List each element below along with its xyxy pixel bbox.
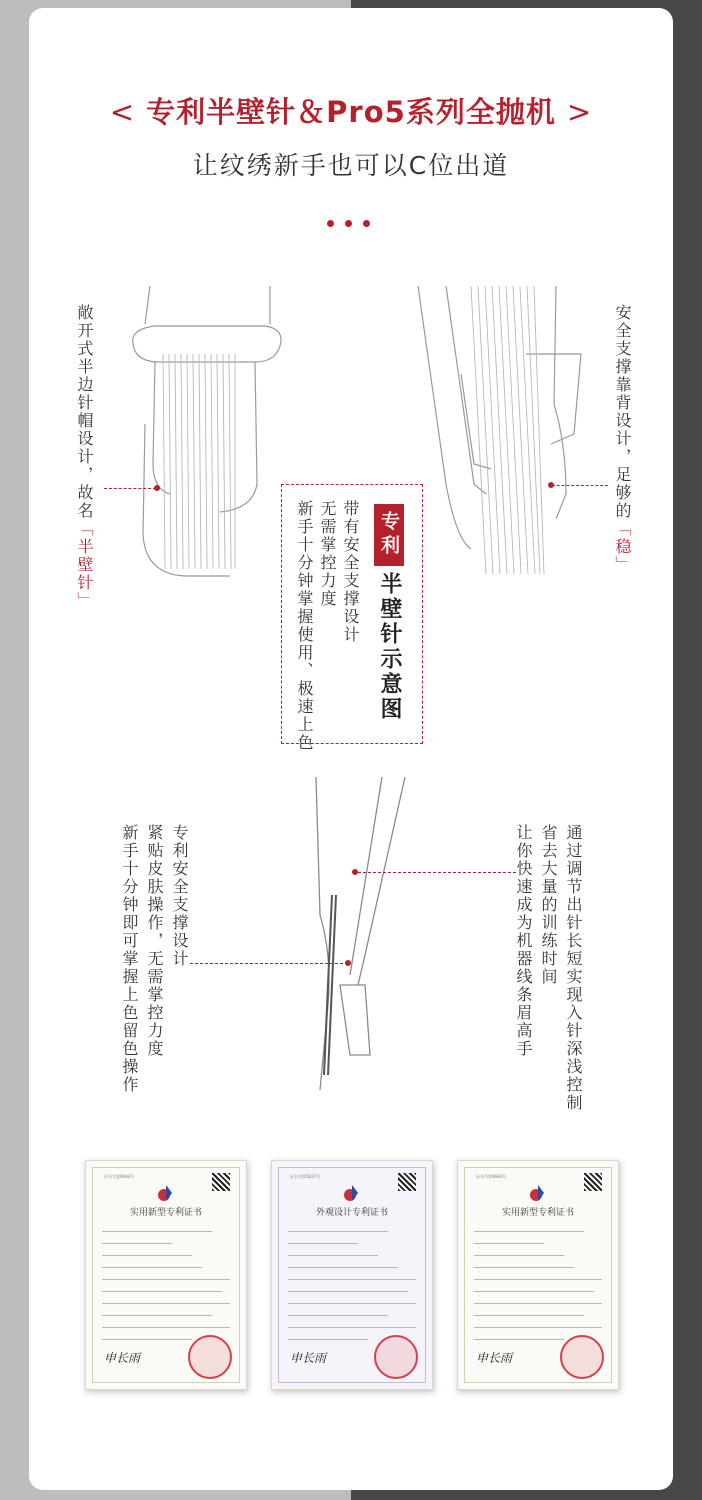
right-note-highlight: 「稳」: [613, 520, 632, 574]
patent-office-logo: [528, 1183, 548, 1203]
needle-cap-front-illustration: [125, 284, 290, 584]
right-feature-line-2: 省去大量的训练时间: [539, 824, 558, 986]
certificate-title: 实用新型专利证书: [129, 1208, 202, 1218]
needle-profile-illustration: [310, 775, 410, 1095]
right-note: [612, 304, 632, 574]
right-feature-line-3: 让你快速成为机器线条眉高手: [514, 824, 533, 1058]
certificate-signature: 申长雨: [290, 1351, 327, 1365]
title-text: 专利半壁针＆Pro5系列全抛机: [146, 95, 556, 129]
left-note-highlight: 「半壁针」: [75, 520, 94, 610]
box-line-2: 无需掌控力度: [318, 500, 337, 608]
patent-office-logo: [342, 1183, 362, 1203]
left-feature-callout-line: [190, 963, 348, 964]
right-feature-line-1: 通过调节出针长短实现入针深浅控制: [564, 824, 583, 1112]
page-subtitle: 让纹绣新手也可以C位出道: [192, 151, 510, 180]
left-callout-dot: [154, 485, 160, 491]
qr-code-icon: [398, 1173, 416, 1191]
certificate-title: 外观设计专利证书: [315, 1208, 388, 1218]
right-note-text: 安全支撑靠背设计，足够的: [613, 304, 632, 520]
certificate-signature: 申长雨: [476, 1351, 513, 1365]
left-feature-line-1: 专利安全支撑设计: [170, 824, 189, 968]
title-right-bracket: >: [566, 95, 593, 129]
right-feature-callout-line: [358, 872, 516, 873]
patent-tag: 专利: [374, 504, 404, 566]
left-callout-line: [104, 488, 156, 489]
certificate-2: 证书号第5627号 外观设计专利证书 申长雨: [271, 1160, 433, 1390]
certificate-signature: 申长雨: [104, 1351, 141, 1365]
right-callout-line: [552, 485, 608, 486]
needle-cap-side-illustration: [416, 284, 591, 584]
title-left-bracket: <: [109, 95, 136, 129]
box-line-3: 新手十分钟掌握使用、极速上色: [295, 500, 314, 752]
box-line-1: 带有安全支撑设计: [341, 500, 360, 644]
left-note-text: 敞开式半边针帽设计，故名: [75, 304, 94, 520]
patent-office-logo: [156, 1183, 176, 1203]
right-feature-callout-dot: [352, 869, 358, 875]
page-title: [0, 90, 702, 131]
certificate-title: 实用新型专利证书: [501, 1208, 574, 1218]
official-seal-icon: [374, 1335, 418, 1379]
right-callout-dot: [548, 482, 554, 488]
certificate-3: 证书号第9684号 实用新型专利证书 申长雨: [457, 1160, 619, 1390]
diagram-heading: 半壁针示意图: [377, 572, 402, 722]
divider-dots: [327, 212, 381, 231]
left-feature-callout-dot: [345, 960, 351, 966]
certificate-1: 证书号第9683号 实用新型专利证书 申长雨: [85, 1160, 247, 1390]
official-seal-icon: [188, 1335, 232, 1379]
left-feature-line-2: 紧贴皮肤操作，无需掌控力度: [145, 824, 164, 1058]
left-note: [74, 304, 94, 610]
qr-code-icon: [584, 1173, 602, 1191]
qr-code-icon: [212, 1173, 230, 1191]
left-feature-line-3: 新手十分钟即可掌握上色留色操作: [120, 824, 139, 1094]
official-seal-icon: [560, 1335, 604, 1379]
